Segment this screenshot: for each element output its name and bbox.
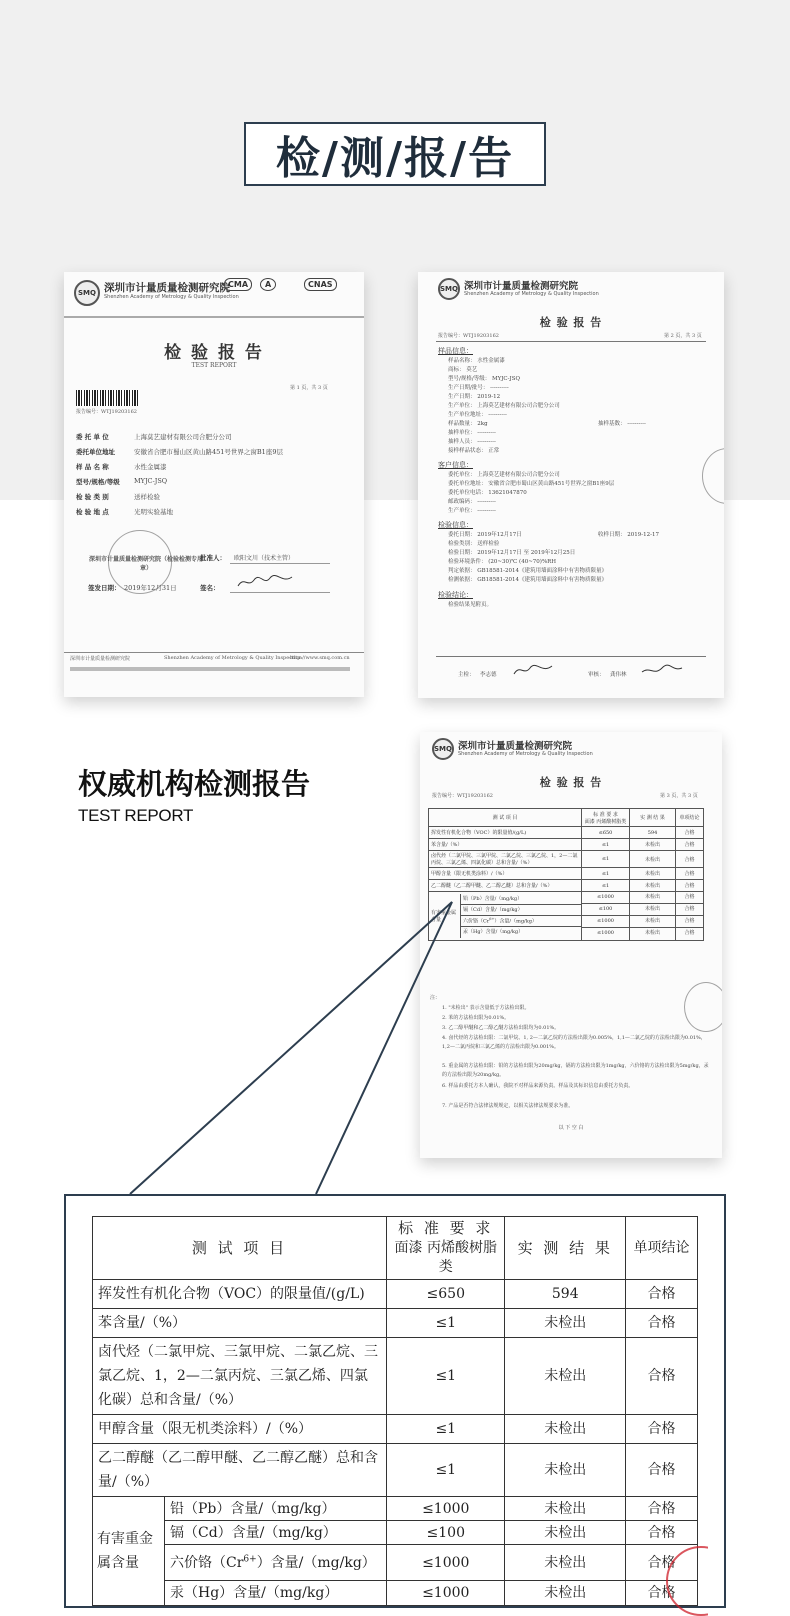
end-mark: 以 下 空 白 xyxy=(558,1125,584,1131)
row-item: 苯含量/（%） xyxy=(93,1309,387,1338)
header-divider xyxy=(64,316,364,318)
header-divider xyxy=(436,341,706,342)
header-standard-line1: 标 准 要 求 xyxy=(398,1219,494,1237)
field-value: 送样检验 xyxy=(134,493,160,501)
receive-date: 收样日期： 2019-12-17 xyxy=(598,532,659,538)
header-standard xyxy=(582,809,630,827)
metal-item xyxy=(165,1497,386,1521)
field-label: 型号/规格/等级 xyxy=(76,478,120,486)
row-conclusion: 合格 xyxy=(676,880,704,892)
test-section-title: 检验信息： xyxy=(438,521,473,529)
metal-standard-cell xyxy=(387,1497,505,1606)
metal-item-prefix: 镉（Cd） xyxy=(170,1525,232,1541)
metal-item-prefix: 铅（Pb） xyxy=(170,1501,231,1517)
sample-field: 生产日期： 2019-12 xyxy=(448,394,501,400)
table-row xyxy=(93,1415,698,1444)
report-number: 报告编号：WTJ19203162 xyxy=(432,793,493,799)
metal-item xyxy=(461,894,581,905)
metal-result: 未检出 xyxy=(544,1585,587,1601)
header-item: 测 试 项 目 xyxy=(93,1217,387,1280)
row-item: 挥发性有机化合物（VOC）的限量值/(g/L) xyxy=(93,1280,387,1309)
metal-conclusion: 合格 xyxy=(676,904,703,916)
org-name-cn: 深圳市计量质量检测研究院 xyxy=(458,741,573,752)
row-standard: ≤1 xyxy=(582,868,630,880)
field-label: 委托单位地址 xyxy=(76,448,115,456)
footer-divider xyxy=(64,652,364,653)
row-result: 594 xyxy=(505,1280,626,1309)
sample-field: 样品数量： 2kg xyxy=(448,421,488,427)
row-conclusion: 合格 xyxy=(626,1309,698,1338)
sample-field: 商标： 莫艺 xyxy=(448,367,478,373)
row-result: 未检出 xyxy=(505,1444,626,1497)
metal-item-prefix: 镉（Cd） xyxy=(463,907,486,913)
metal-group-cell xyxy=(93,1497,387,1606)
page-number: 第 2 页，共 3 页 xyxy=(664,333,702,339)
table-header-row xyxy=(93,1217,698,1280)
note-line: 4. 卤代烃的方法检出限：二氯甲烷、1, 2—二氯乙烷的方法检出限为0.005%，1,1—二氯乙烷的方法检出限为0.01%，1,2—二氯丙烷和三氯乙烯的方法检出限为0.001%。 xyxy=(442,1035,706,1050)
row-result: 未检出 xyxy=(505,1309,626,1338)
test-field: 判定依据： GB18581-2014《建筑用墙面涂料中有害物质限量》 xyxy=(448,568,608,574)
test-field: 检测依据： GB18581-2014《建筑用墙面涂料中有害物质限量》 xyxy=(448,577,608,583)
result-table xyxy=(92,1216,698,1606)
metal-group-label: 有害重金属含量 xyxy=(93,1497,165,1605)
section-subheading: TEST REPORT xyxy=(78,806,194,825)
issue-date: 2019年12月31日 xyxy=(124,584,177,592)
red-stamp-mark xyxy=(666,1546,736,1616)
row-result: 未检出 xyxy=(505,1338,626,1415)
footer-url: http://www.smq.com.cn xyxy=(290,655,350,661)
row-conclusion: 合格 xyxy=(626,1280,698,1309)
cma-logo-icon: CMA xyxy=(224,278,252,291)
table-row xyxy=(429,809,704,827)
row-item: 卤代烃（二氯甲烷、三氯甲烷、二氯乙烷、三氯乙烷、1，2—二氯丙烷、三氯乙烯、四氯化碳）总和含量/（%） xyxy=(429,851,582,868)
approver-label: 批准人： xyxy=(200,554,226,562)
note-line: 7. 产品是否符合法律法规规定，以相关法律法规要求为准。 xyxy=(442,1103,574,1109)
field-label: 检 验 类 别 xyxy=(76,493,109,501)
test-field: 检验类别： 送样检验 xyxy=(448,541,500,547)
table-row xyxy=(429,892,704,941)
note-line: 2. 苯的方法检出限为0.01%。 xyxy=(442,1015,510,1021)
row-conclusion: 合格 xyxy=(626,1415,698,1444)
mini-result-table xyxy=(428,808,704,941)
footer-divider xyxy=(436,656,706,657)
org-name-en: Shenzhen Academy of Metrology & Quality Inspection xyxy=(458,751,593,757)
metal-item-superscript: 6+ xyxy=(243,1554,257,1565)
sample-field: 生产日期/批号： ---------- xyxy=(448,385,509,391)
footer-org: 深圳市计量质量检测研究院 xyxy=(70,656,131,662)
metal-item xyxy=(461,905,581,916)
page-title-box xyxy=(244,122,546,186)
metal-standard: ≤1000 xyxy=(582,916,629,928)
note-line: 1. "未检出" 表示含量低于方法检出限。 xyxy=(442,1005,530,1011)
metal-item-suffix: 含量/（mg/kg） xyxy=(485,929,524,935)
metal-result-cell xyxy=(505,1497,626,1606)
metal-item xyxy=(461,916,581,927)
metal-item-suffix: ）含量/（mg/kg） xyxy=(494,918,537,925)
table-row xyxy=(429,839,704,851)
row-conclusion: 合格 xyxy=(626,1444,698,1497)
table-row xyxy=(429,880,704,892)
metal-conclusion: 合格 xyxy=(626,1521,697,1545)
metal-item-suffix: 含量/（mg/kg） xyxy=(485,907,523,913)
metal-standard: ≤1000 xyxy=(387,1545,504,1581)
metal-item-suffix: 含量/（mg/kg） xyxy=(233,1585,339,1601)
table-row xyxy=(429,868,704,880)
sample-field: 抽样单位： ---------- xyxy=(448,430,496,436)
sample-field: 接样样品状态： 正常 xyxy=(448,448,500,454)
metal-item-prefix: 六价铬（Cr xyxy=(170,1555,244,1571)
page-title: 检/测/报/告 xyxy=(275,133,515,184)
row-standard: ≤1 xyxy=(387,1415,505,1444)
metal-item-prefix: 六价铬（Cr xyxy=(463,918,490,925)
metal-conclusion: 合格 xyxy=(676,892,703,904)
row-item: 苯含量/（%） xyxy=(429,839,582,851)
stamp-text: 深圳市计量质量检测研究院（检验检测专用章） xyxy=(88,556,203,572)
row-standard: ≤650 xyxy=(582,827,630,839)
row-standard: ≤1 xyxy=(387,1338,505,1415)
zoomed-table-frame xyxy=(64,1194,726,1608)
header-result: 实 测 结 果 xyxy=(630,809,676,827)
metal-standard: ≤1000 xyxy=(597,930,614,936)
row-result: 未检出 xyxy=(630,868,676,880)
org-name-en: Shenzhen Academy of Metrology & Quality Inspection xyxy=(464,291,599,297)
official-stamp xyxy=(684,982,722,1032)
row-standard: ≤1 xyxy=(582,880,630,892)
row-standard: ≤1 xyxy=(582,851,630,868)
report-title: 检 验 报 告 xyxy=(164,343,264,363)
report-info-page xyxy=(418,272,724,698)
row-item: 挥发性有机化合物（VOC）的限量值/(g/L) xyxy=(429,827,582,839)
metal-item xyxy=(165,1545,386,1581)
metal-item-prefix: 铅（Pb） xyxy=(463,896,485,902)
metal-standard: ≤1000 xyxy=(582,892,629,904)
metal-item xyxy=(461,927,581,938)
row-standard: ≤1 xyxy=(387,1309,505,1338)
test-field: 委托日期： 2019年12月17日 xyxy=(448,532,522,538)
metal-conclusion: 合格 xyxy=(647,1585,676,1601)
header-standard-line2: 面漆 丙烯酸树脂类 xyxy=(394,1240,497,1275)
table-row xyxy=(93,1497,698,1606)
client-field: 委托单位： 上海莫艺建材有限公司合肥分公司 xyxy=(448,472,560,478)
test-field: 检验环境条件： (20~30)℃ (40~70)%RH xyxy=(448,559,557,565)
metal-conclusion-cell xyxy=(676,892,704,941)
org-logo-icon: SMQ xyxy=(438,278,460,300)
field-label: 委 托 单 位 xyxy=(76,433,109,441)
metal-conclusion: 合格 xyxy=(676,916,703,928)
metal-item-suffix: 含量/（mg/kg） xyxy=(230,1501,336,1517)
row-item: 甲醇含量（限无机类涂料）/（%） xyxy=(429,868,582,880)
field-value: 上海莫艺建材有限公司合肥分公司 xyxy=(134,433,232,441)
table-row xyxy=(93,1280,698,1309)
row-conclusion: 合格 xyxy=(676,827,704,839)
metal-item xyxy=(165,1581,386,1605)
sample-field: 型号/规格/等级： MYJC-JSQ xyxy=(448,376,520,382)
row-result: 未检出 xyxy=(630,880,676,892)
row-item: 乙二醇醚（乙二醇甲醚、乙二醇乙醚）总和含量/（%） xyxy=(93,1444,387,1497)
issue-date-label: 签发日期： xyxy=(88,584,121,592)
zoom-connector-line xyxy=(130,902,452,1194)
signature-mark xyxy=(236,574,296,590)
row-standard: ≤1 xyxy=(387,1444,505,1497)
metal-result: 未检出 xyxy=(505,1521,625,1545)
field-value: MYJC-JSQ xyxy=(134,477,168,485)
test-field: 检验日期： 2019年12月17日 至 2019年12月25日 xyxy=(448,550,576,556)
metal-result: 未检出 xyxy=(644,930,660,936)
header-conclusion: 单项结论 xyxy=(626,1217,698,1280)
note-line: 3. 乙二醇甲醚和乙二醇乙醚方法检出限均为0.01%。 xyxy=(442,1025,560,1031)
sample-field: 抽样人员： ---------- xyxy=(448,439,496,445)
report-title: 检 验 报 告 xyxy=(539,776,603,789)
metal-result: 未检出 xyxy=(630,904,675,916)
metal-item-prefix: 汞（Hg） xyxy=(463,929,486,935)
sample-field: 生产单位： 上海莫艺建材有限公司合肥分公司 xyxy=(448,403,560,409)
inspector-signature-mark xyxy=(512,662,556,678)
row-result: 未检出 xyxy=(630,839,676,851)
field-value: 水性金属漆 xyxy=(134,463,167,471)
org-logo-icon: SMQ xyxy=(74,280,100,306)
metal-conclusion: 合格 xyxy=(626,1497,697,1521)
footer-text-line xyxy=(70,667,350,671)
row-item: 甲醇含量（限无机类涂料）/（%） xyxy=(93,1415,387,1444)
metal-conclusion: 合格 xyxy=(684,930,695,936)
approver-value: 欧阳文川（技术主管） xyxy=(234,555,295,562)
table-row xyxy=(429,827,704,839)
field-label: 检 验 地 点 xyxy=(76,508,109,516)
client-field: 委托单位地址： 安徽省合肥市蜀山区黄山路451号世界之窗B1座9层 xyxy=(448,481,615,487)
client-field: 委托单位电话： 13621047870 xyxy=(448,490,527,496)
section-heading: 权威机构检测报告 xyxy=(78,767,311,801)
row-conclusion: 合格 xyxy=(676,851,704,868)
metal-result: 未检出 xyxy=(505,1545,625,1581)
metal-standard-cell xyxy=(582,892,630,941)
conclusion-text: 检验结果见附页。 xyxy=(448,602,493,608)
field-label: 样 品 名 称 xyxy=(76,463,109,471)
row-conclusion: 合格 xyxy=(626,1338,698,1415)
sample-field: 样品名称： 水性金属漆 xyxy=(448,358,505,364)
row-standard: ≤1 xyxy=(582,839,630,851)
metal-result: 未检出 xyxy=(630,916,675,928)
client-section-title: 客户信息： xyxy=(438,461,473,469)
row-item: 乙二醇醚（乙二醇甲醚、乙二醇乙醚）总和含量/（%） xyxy=(429,880,582,892)
header-item: 测 试 项 目 xyxy=(429,809,582,827)
inspector-name: 李志德 xyxy=(480,672,497,678)
signature-underline xyxy=(230,592,330,593)
org-logo-icon: SMQ xyxy=(432,738,454,760)
ilac-logo-icon: A xyxy=(260,278,276,291)
metal-item-suffix: ）含量/（mg/kg） xyxy=(256,1555,376,1571)
report-result-page xyxy=(420,732,722,1158)
row-result: 未检出 xyxy=(505,1415,626,1444)
table-row xyxy=(429,851,704,868)
metal-conclusion: 合格 xyxy=(626,1545,697,1581)
report-number: 报告编号：WTJ19203162 xyxy=(438,333,499,339)
org-name-en: Shenzhen Academy of Metrology & Quality Inspection xyxy=(104,294,239,300)
header-conclusion: 单项结论 xyxy=(676,809,704,827)
field-value: 安徽省合肥市蜀山区黄山路451号世界之窗B1座9层 xyxy=(134,448,283,456)
reviewer-label: 审核： xyxy=(588,672,605,678)
metal-item-prefix: 汞（Hg） xyxy=(170,1585,234,1601)
reviewer-name: 龚伟林 xyxy=(610,672,627,678)
metal-group-cell xyxy=(429,892,582,941)
row-result: 594 xyxy=(630,827,676,839)
row-result: 未检出 xyxy=(630,851,676,868)
reviewer-signature-mark xyxy=(640,662,684,678)
report-cover-page xyxy=(64,272,364,697)
sample-base-field: 抽样基数： ---------- xyxy=(598,421,646,427)
approver-underline xyxy=(230,563,330,564)
field-value: 光明实验基地 xyxy=(134,508,173,516)
notes-label: 注： xyxy=(430,995,441,1001)
metal-standard: ≤1000 xyxy=(422,1585,470,1601)
client-field: 生产单位： ---------- xyxy=(448,508,496,514)
metal-item xyxy=(165,1521,386,1545)
metal-standard: ≤100 xyxy=(582,904,629,916)
metal-item-suffix: 含量/（mg/kg） xyxy=(231,1525,337,1541)
metal-result: 未检出 xyxy=(630,892,675,904)
metal-group-label: 有害重金属含量 xyxy=(429,894,461,938)
row-conclusion: 合格 xyxy=(676,839,704,851)
metal-result: 未检出 xyxy=(505,1497,625,1521)
table-row xyxy=(93,1444,698,1497)
sample-section-title: 样品信息： xyxy=(438,347,473,355)
signature-label: 签名： xyxy=(200,584,220,592)
note-line: 6. 样品由委托方本人确认，我院不对样品来源负责。样品及其标识信息由委托方负责。 xyxy=(442,1083,634,1089)
client-field: 邮政编码： ---------- xyxy=(448,499,496,505)
metal-item-superscript: 6+ xyxy=(489,917,495,921)
cnas-logo-icon: CNAS xyxy=(304,278,337,291)
org-name-cn: 深圳市计量质量检测研究院 xyxy=(464,281,579,292)
row-item: 卤代烃（二氯甲烷、三氯甲烷、二氯乙烷、三氯乙烷、1，2—二氯丙烷、三氯乙烯、四氯化碳）总和含量/（%） xyxy=(93,1338,387,1415)
footer-org-en: Shenzhen Academy of Metrology & Quality Inspection xyxy=(164,655,302,661)
header-result: 实 测 结 果 xyxy=(505,1217,626,1280)
org-name-cn: 深圳市计量质量检测研究院 xyxy=(104,282,230,294)
page-number: 第 3 页，共 3 页 xyxy=(660,793,698,799)
header-standard-line2: 面漆 丙烯酸树脂类 xyxy=(584,818,627,825)
page-number: 第 1 页，共 3 页 xyxy=(290,385,328,391)
official-stamp xyxy=(702,448,724,504)
table-row xyxy=(93,1338,698,1415)
sample-field: 生产单位地址： ---------- xyxy=(448,412,507,418)
header-standard xyxy=(387,1217,505,1280)
barcode xyxy=(76,390,140,406)
row-conclusion: 合格 xyxy=(676,868,704,880)
report-number: 报告编号：WTJ19203162 xyxy=(76,409,137,415)
table-row xyxy=(93,1309,698,1338)
header-standard-line1: 标 准 要 求 xyxy=(593,811,618,818)
metal-standard: ≤100 xyxy=(387,1521,504,1545)
report-subtitle: TEST REPORT xyxy=(191,362,237,369)
row-standard: ≤650 xyxy=(387,1280,505,1309)
metal-standard: ≤1000 xyxy=(387,1497,504,1521)
metal-item-suffix: 含量/（mg/kg） xyxy=(484,896,523,902)
metal-result-cell xyxy=(630,892,676,941)
conclusion-section-title: 检验结论： xyxy=(438,591,473,599)
inspector-label: 主检： xyxy=(458,672,475,678)
report-title: 检 验 报 告 xyxy=(539,316,603,329)
note-line: 5. 重金属的方法检出限：铅的方法检出限为20mg/kg，镉的方法检出限为1mg/kg，六价铬的方法检出限为5mg/kg，汞的方法检出限为20mg/kg。 xyxy=(442,1063,709,1078)
